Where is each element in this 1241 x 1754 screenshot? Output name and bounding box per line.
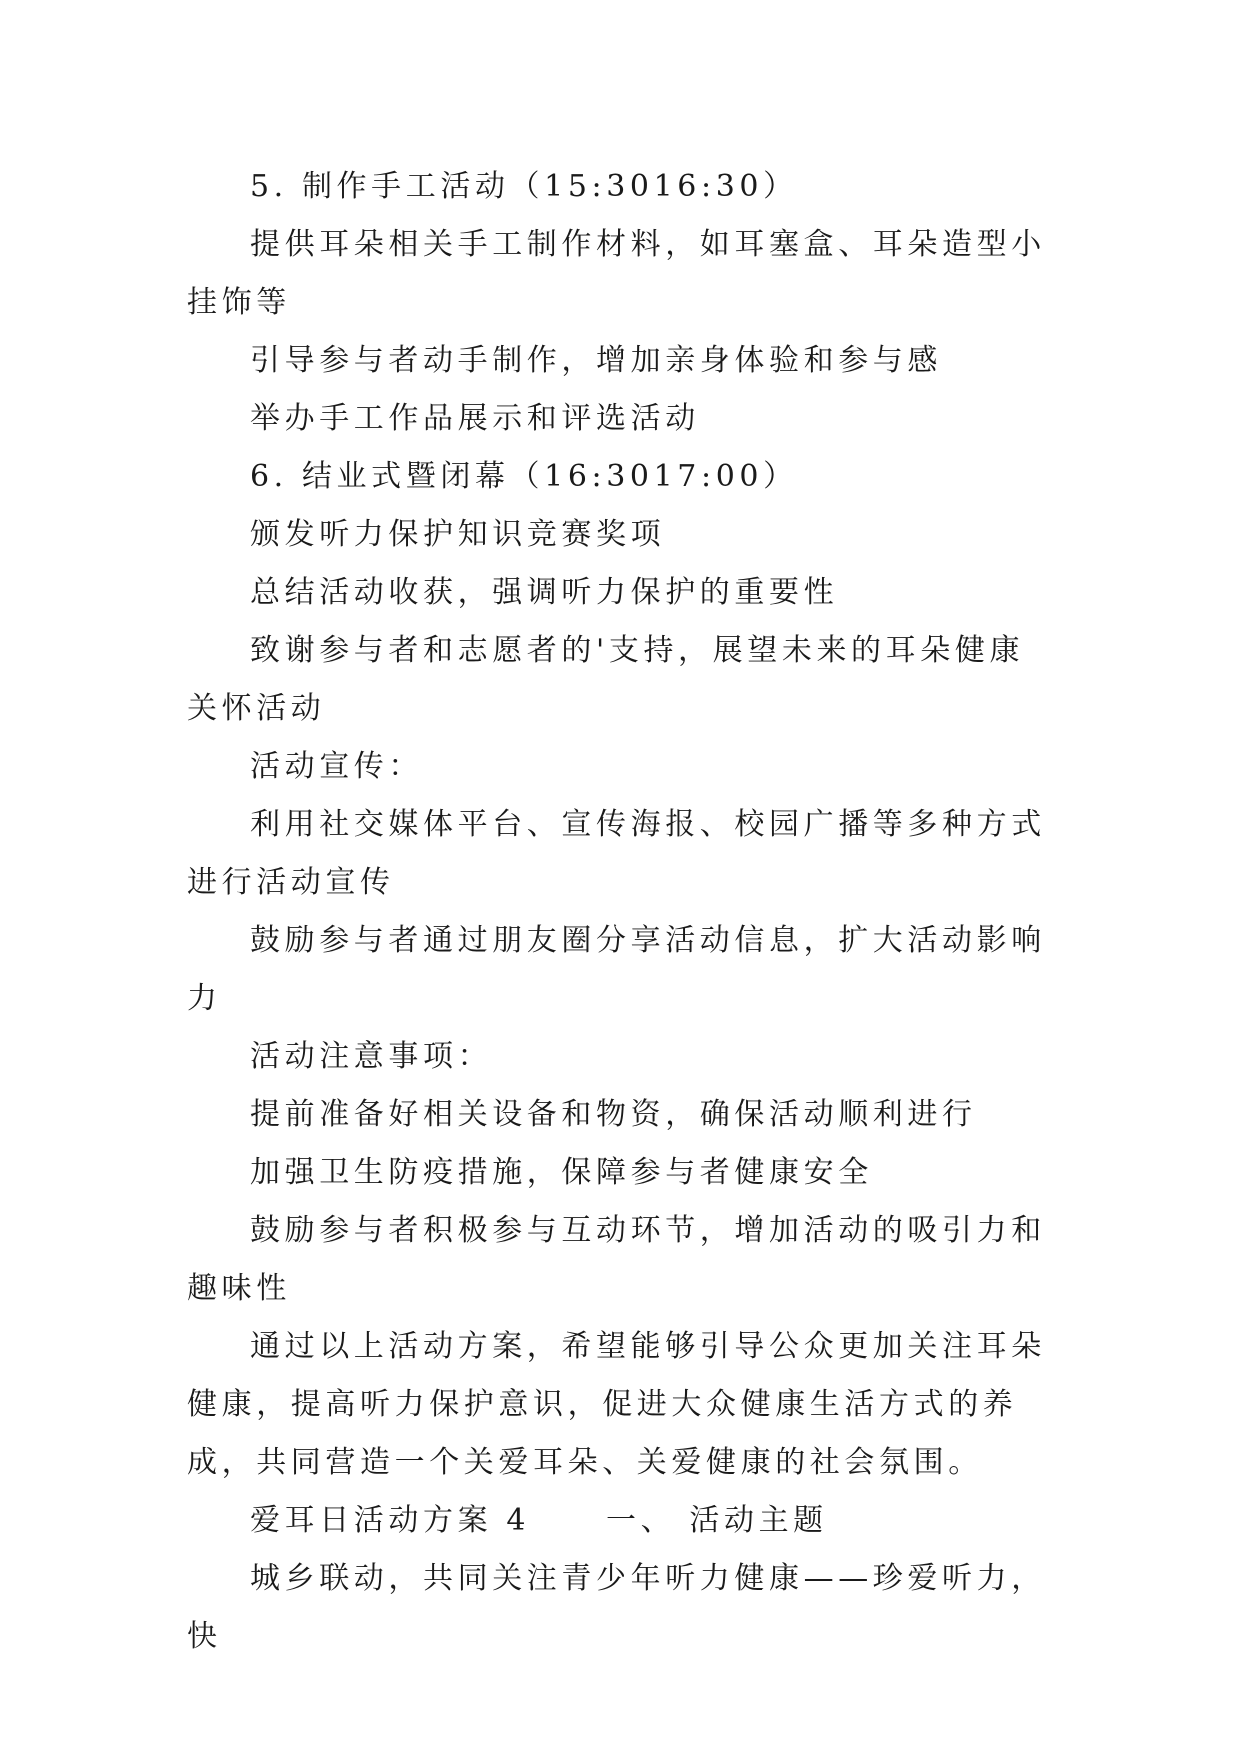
paragraph: 活动宣传：	[250, 749, 423, 784]
paragraph: 6. 结业式暨闭幕（16:3017:00）	[250, 459, 798, 494]
document-body	[187, 158, 1057, 1666]
paragraph: 通过以上活动方案，希望能够引导公众更加关注耳朵健康，提高听力保护意识，促进大众健康生活方式的养成，共同营造一个关爱耳朵、关爱健康的社会氛围。	[187, 1329, 1046, 1480]
paragraph: 颁发听力保护知识竞赛奖项	[250, 517, 666, 552]
paragraph: 提前准备好相关设备和物资，确保活动顺利进行	[250, 1097, 977, 1132]
paragraph: 加强卫生防疫措施，保障参与者健康安全	[250, 1155, 873, 1190]
paragraph: 总结活动收获，强调听力保护的重要性	[250, 575, 839, 610]
heading-line	[187, 1492, 1057, 1550]
section-heading: 一、 活动主题	[606, 1503, 828, 1538]
paragraph: 活动注意事项：	[250, 1039, 493, 1074]
paragraph: 鼓励参与者通过朋友圈分享活动信息，扩大活动影响力	[187, 923, 1046, 1016]
paragraph: 鼓励参与者积极参与互动环节，增加活动的吸引力和趣味性	[187, 1213, 1046, 1306]
paragraph: 城乡联动，共同关注青少年听力健康——珍爱听力，快	[187, 1561, 1046, 1654]
paragraph: 5. 制作手工活动（15:3016:30）	[250, 169, 798, 204]
document-title: 爱耳日活动方案 4	[250, 1503, 531, 1538]
paragraph: 引导参与者动手制作，增加亲身体验和参与感	[250, 343, 942, 378]
paragraph: 利用社交媒体平台、宣传海报、校园广播等多种方式进行活动宣传	[187, 807, 1046, 900]
paragraph: 举办手工作品展示和评选活动	[250, 401, 700, 436]
paragraph: 提供耳朵相关手工制作材料，如耳塞盒、耳朵造型小挂饰等	[187, 227, 1046, 320]
paragraph: 致谢参与者和志愿者的'支持，展望未来的耳朵健康关怀活动	[187, 633, 1025, 726]
